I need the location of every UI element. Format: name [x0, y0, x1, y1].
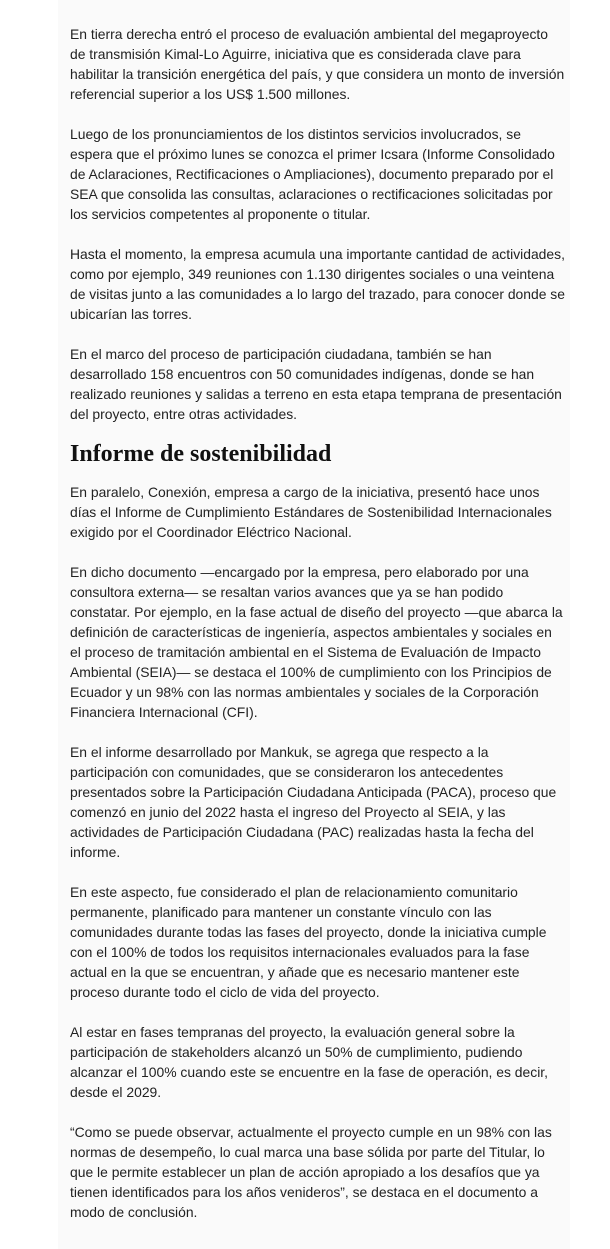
article-body — [58, 0, 570, 1249]
section-heading: Informe de sostenibilidad — [70, 441, 332, 467]
paragraph-document-findings: En dicho documento —encargado por la empresa, pero elaborado por una consultora externa— se resaltan varios avances que ya se han podido constatar. Por ejemplo, en la fase actual de diseño del proyecto —que abarca la definición de características de ingeniería, aspectos ambientales y sociales en el proceso de tramitación ambiental en el Sistema de Evaluación de Impacto Ambiental (SEIA)— se destaca el 100% de cumplimiento con los Principios de Ecuador y un 98% con las normas ambientales y sociales de la Corporación Financiera Internacional (CFI). — [70, 564, 563, 720]
paragraph-stakeholders: Al estar en fases tempranas del proyecto, la evaluación general sobre la participación de stakeholders alcanzó un 50% de cumplimiento, pudiendo alcanzar el 100% cuando este se encuentre en la fase de operación, es decir, desde el 2029. — [70, 1024, 548, 1100]
paragraph-evaluation-intro: En tierra derecha entró el proceso de evaluación ambiental del megaproyecto de transmisión Kimal-Lo Aguirre, iniciativa que es considerada clave para habilitar la transición energética del país, y que considera un monto de inversión referencial superior a los US$ 1.500 millones. — [70, 26, 565, 102]
paragraph-conclusion-quote: “Como se puede observar, actualmente el proyecto cumple en un 98% con las normas de desempeño, lo cual marca una base sólida por parte del Titular, lo que le permite establecer un plan de acción apropiado a los desafíos que ya tienen identificados para los años venideros”, se destaca en el documento a modo de conclusión. — [70, 1124, 552, 1220]
paragraph-citizen-participation: En el marco del proceso de participación ciudadana, también se han desarrollado 158 encuentros con 50 comunidades indígenas, donde se han realizado reuniones y salidas a terreno en esta etapa temprana de presentación del proyecto, entre otras actividades. — [70, 346, 562, 422]
paragraph-community-plan: En este aspecto, fue considerado el plan de relacionamiento comunitario permanente, planificado para mantener un constante vínculo con las comunidades durante todas las fases del proyecto, donde la iniciativa cumple con el 100% de todos los requisitos internacionales evaluados para la fase actual en la que se encuentran, y añade que es necesario mantener este proceso durante todo el ciclo de vida del proyecto. — [70, 884, 547, 1000]
paragraph-sustainability-report: En paralelo, Conexión, empresa a cargo de la iniciativa, presentó hace unos días el Informe de Cumplimiento Estándares de Sostenibilidad Internacionales exigido por el Coordinador Eléctrico Nacional. — [70, 484, 552, 540]
paragraph-mankuk-report: En el informe desarrollado por Mankuk, se agrega que respecto a la participación con comunidades, que se consideraron los antecedentes presentados sobre la Participación Ciudadana Anticipada (PACA), proceso que comenzó en junio del 2022 hasta el ingreso del Proyecto al SEIA, y las actividades de Participación Ciudadana (PAC) realizadas hasta la fecha del informe. — [70, 744, 557, 860]
paragraph-activities: Hasta el momento, la empresa acumula una importante cantidad de actividades, como por ejemplo, 349 reuniones con 1.130 dirigentes sociales o una veintena de visitas junto a las comunidades a lo largo del trazado, para conocer donde se ubicarían las torres. — [70, 246, 565, 322]
paragraph-icsara: Luego de los pronunciamientos de los distintos servicios involucrados, se espera que el próximo lunes se conozca el primer Icsara (Informe Consolidado de Aclaraciones, Rectificaciones o Ampliaciones), documento preparado por el SEA que consolida las consultas, aclaraciones o rectificaciones solicitadas por los servicios competentes al proponente o titular. — [70, 126, 555, 222]
